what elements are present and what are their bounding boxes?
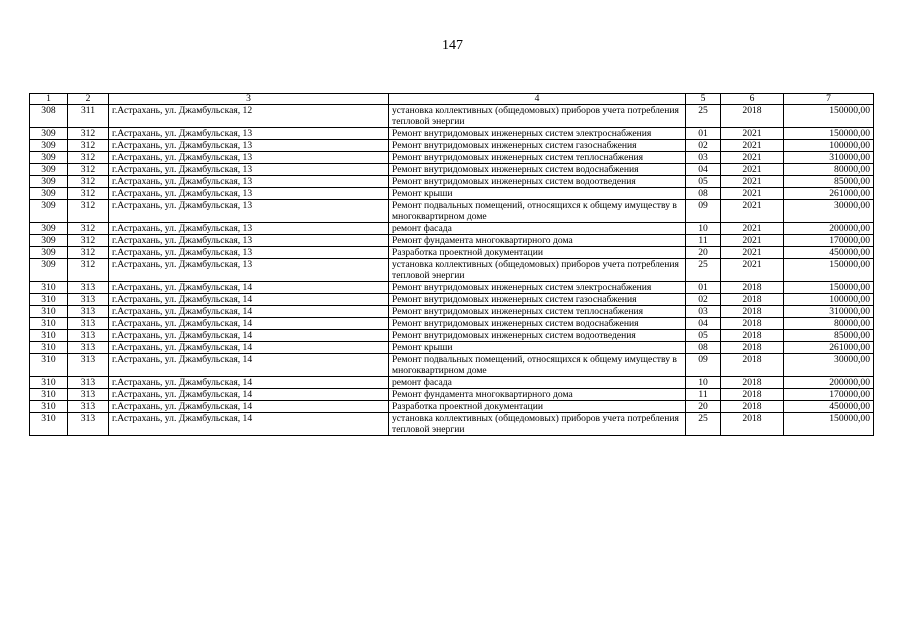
cell-work-type: Разработка проектной документации [389,401,686,413]
cell-cost: 150000,00 [784,259,874,282]
cell-house-number: 311 [68,105,109,128]
cell-address: г.Астрахань, ул. Джамбульская, 13 [109,259,389,282]
cell-address: г.Астрахань, ул. Джамбульская, 12 [109,105,389,128]
cell-year: 2021 [721,200,784,223]
cell-year: 2021 [721,235,784,247]
cell-address: г.Астрахань, ул. Джамбульская, 13 [109,152,389,164]
cell-work-type: Ремонт внутридомовых инженерных систем теплоснабжения [389,306,686,318]
cell-address: г.Астрахань, ул. Джамбульская, 14 [109,306,389,318]
cell-year: 2021 [721,223,784,235]
table-row [30,389,874,401]
cell-cost: 85000,00 [784,176,874,188]
cell-address: г.Астрахань, ул. Джамбульская, 14 [109,354,389,377]
cell-house-number: 312 [68,259,109,282]
cell-cost: 100000,00 [784,140,874,152]
cell-year: 2018 [721,105,784,128]
cell-row-number: 310 [30,294,68,306]
cell-work-type: ремонт фасада [389,223,686,235]
page-number: 147 [442,38,463,53]
cell-cost: 30000,00 [784,354,874,377]
column-header: 5 [686,94,721,105]
cell-year: 2018 [721,413,784,436]
table-row [30,128,874,140]
cell-house-number: 313 [68,282,109,294]
cell-work-type: Ремонт внутридомовых инженерных систем газоснабжения [389,294,686,306]
cell-house-number: 312 [68,235,109,247]
cell-address: г.Астрахань, ул. Джамбульская, 14 [109,389,389,401]
cell-cost: 170000,00 [784,389,874,401]
cell-work-type: Ремонт подвальных помещений, относящихся к общему имуществу в многоквартирном доме [389,200,686,223]
cell-work-type: установка коллективных (общедомовых) приборов учета потребления тепловой энергии [389,105,686,128]
cell-cost: 200000,00 [784,223,874,235]
table-row [30,188,874,200]
cell-work-code: 09 [686,200,721,223]
cell-cost: 200000,00 [784,377,874,389]
table-row [30,152,874,164]
cell-address: г.Астрахань, ул. Джамбульская, 14 [109,318,389,330]
cell-row-number: 310 [30,318,68,330]
cell-address: г.Астрахань, ул. Джамбульская, 14 [109,377,389,389]
cell-row-number: 310 [30,342,68,354]
cell-work-code: 08 [686,342,721,354]
cell-house-number: 313 [68,354,109,377]
cell-work-type: Ремонт фундамента многоквартирного дома [389,389,686,401]
cell-cost: 150000,00 [784,105,874,128]
cell-house-number: 312 [68,247,109,259]
header-row [30,94,874,105]
cell-cost: 310000,00 [784,306,874,318]
cell-work-code: 09 [686,354,721,377]
cell-year: 2018 [721,389,784,401]
cell-year: 2018 [721,318,784,330]
cell-row-number: 309 [30,188,68,200]
cell-row-number: 310 [30,330,68,342]
cell-row-number: 310 [30,354,68,377]
cell-work-code: 25 [686,413,721,436]
cell-row-number: 309 [30,200,68,223]
cell-cost: 150000,00 [784,128,874,140]
cell-house-number: 312 [68,200,109,223]
cell-work-type: Ремонт внутридомовых инженерных систем водоснабжения [389,164,686,176]
table-row [30,294,874,306]
cell-work-code: 08 [686,188,721,200]
cell-house-number: 313 [68,294,109,306]
cell-house-number: 313 [68,389,109,401]
cell-work-code: 11 [686,389,721,401]
cell-house-number: 312 [68,128,109,140]
cell-cost: 450000,00 [784,247,874,259]
column-header: 4 [389,94,686,105]
cell-house-number: 312 [68,140,109,152]
cell-cost: 80000,00 [784,164,874,176]
cell-row-number: 310 [30,306,68,318]
cell-house-number: 313 [68,413,109,436]
cell-work-type: установка коллективных (общедомовых) приборов учета потребления тепловой энергии [389,259,686,282]
cell-work-type: Ремонт фундамента многоквартирного дома [389,235,686,247]
cell-year: 2018 [721,401,784,413]
cell-work-type: Ремонт подвальных помещений, относящихся к общему имуществу в многоквартирном доме [389,354,686,377]
cell-row-number: 309 [30,247,68,259]
cell-cost: 310000,00 [784,152,874,164]
cell-work-code: 05 [686,330,721,342]
table-row [30,401,874,413]
cell-year: 2021 [721,152,784,164]
cell-house-number: 312 [68,223,109,235]
column-header: 2 [68,94,109,105]
cell-row-number: 309 [30,128,68,140]
cell-work-code: 11 [686,235,721,247]
cell-year: 2021 [721,140,784,152]
cell-house-number: 313 [68,318,109,330]
cell-row-number: 309 [30,152,68,164]
cell-address: г.Астрахань, ул. Джамбульская, 14 [109,413,389,436]
cell-address: г.Астрахань, ул. Джамбульская, 13 [109,188,389,200]
cell-year: 2021 [721,259,784,282]
cell-address: г.Астрахань, ул. Джамбульская, 14 [109,330,389,342]
cell-cost: 150000,00 [784,413,874,436]
table-row [30,105,874,128]
cell-address: г.Астрахань, ул. Джамбульская, 14 [109,282,389,294]
cell-work-type: ремонт фасада [389,377,686,389]
table-row [30,164,874,176]
cell-work-code: 10 [686,223,721,235]
cell-work-code: 02 [686,294,721,306]
repair-schedule-table [29,93,874,436]
cell-house-number: 313 [68,342,109,354]
cell-row-number: 309 [30,259,68,282]
cell-address: г.Астрахань, ул. Джамбульская, 13 [109,176,389,188]
cell-address: г.Астрахань, ул. Джамбульская, 13 [109,128,389,140]
table-row [30,200,874,223]
cell-address: г.Астрахань, ул. Джамбульская, 14 [109,342,389,354]
cell-address: г.Астрахань, ул. Джамбульская, 13 [109,235,389,247]
cell-work-code: 05 [686,176,721,188]
cell-year: 2021 [721,176,784,188]
cell-work-type: установка коллективных (общедомовых) приборов учета потребления тепловой энергии [389,413,686,436]
cell-year: 2018 [721,354,784,377]
cell-row-number: 309 [30,223,68,235]
cell-house-number: 313 [68,377,109,389]
cell-work-type: Разработка проектной документации [389,247,686,259]
cell-work-code: 25 [686,105,721,128]
cell-work-code: 04 [686,164,721,176]
cell-house-number: 313 [68,401,109,413]
cell-row-number: 310 [30,401,68,413]
cell-work-code: 01 [686,128,721,140]
cell-house-number: 313 [68,330,109,342]
cell-cost: 150000,00 [784,282,874,294]
cell-year: 2018 [721,377,784,389]
cell-row-number: 310 [30,282,68,294]
table-row [30,140,874,152]
table-row [30,377,874,389]
cell-row-number: 308 [30,105,68,128]
cell-year: 2018 [721,282,784,294]
table-row [30,259,874,282]
cell-work-code: 20 [686,401,721,413]
cell-work-type: Ремонт внутридомовых инженерных систем электроснабжения [389,128,686,140]
table-row [30,282,874,294]
cell-year: 2021 [721,164,784,176]
cell-cost: 261000,00 [784,342,874,354]
table-row [30,306,874,318]
cell-work-code: 04 [686,318,721,330]
cell-address: г.Астрахань, ул. Джамбульская, 13 [109,223,389,235]
cell-address: г.Астрахань, ул. Джамбульская, 13 [109,247,389,259]
cell-row-number: 310 [30,377,68,389]
table-row [30,330,874,342]
cell-work-type: Ремонт внутридомовых инженерных систем водоотведения [389,330,686,342]
cell-year: 2018 [721,342,784,354]
cell-cost: 170000,00 [784,235,874,247]
cell-address: г.Астрахань, ул. Джамбульская, 13 [109,164,389,176]
cell-house-number: 312 [68,164,109,176]
cell-address: г.Астрахань, ул. Джамбульская, 13 [109,140,389,152]
cell-work-code: 03 [686,152,721,164]
cell-house-number: 312 [68,188,109,200]
cell-year: 2021 [721,128,784,140]
cell-house-number: 313 [68,306,109,318]
cell-work-type: Ремонт внутридомовых инженерных систем водоотведения [389,176,686,188]
table-row [30,318,874,330]
table-row [30,247,874,259]
cell-house-number: 312 [68,176,109,188]
cell-house-number: 312 [68,152,109,164]
cell-cost: 85000,00 [784,330,874,342]
table-row [30,223,874,235]
cell-work-type: Ремонт крыши [389,342,686,354]
cell-work-code: 10 [686,377,721,389]
cell-cost: 261000,00 [784,188,874,200]
cell-work-code: 03 [686,306,721,318]
cell-year: 2018 [721,294,784,306]
cell-work-code: 20 [686,247,721,259]
cell-row-number: 309 [30,235,68,247]
column-header: 3 [109,94,389,105]
cell-work-type: Ремонт крыши [389,188,686,200]
table-row [30,354,874,377]
table-row [30,342,874,354]
cell-row-number: 309 [30,140,68,152]
column-header: 7 [784,94,874,105]
cell-row-number: 310 [30,389,68,401]
cell-cost: 100000,00 [784,294,874,306]
cell-address: г.Астрахань, ул. Джамбульская, 14 [109,401,389,413]
cell-row-number: 309 [30,164,68,176]
cell-row-number: 310 [30,413,68,436]
table-body [30,105,874,436]
cell-work-type: Ремонт внутридомовых инженерных систем газоснабжения [389,140,686,152]
cell-year: 2018 [721,330,784,342]
cell-work-code: 25 [686,259,721,282]
column-header: 6 [721,94,784,105]
cell-year: 2021 [721,188,784,200]
cell-work-type: Ремонт внутридомовых инженерных систем электроснабжения [389,282,686,294]
cell-address: г.Астрахань, ул. Джамбульская, 13 [109,200,389,223]
column-header: 1 [30,94,68,105]
cell-work-type: Ремонт внутридомовых инженерных систем теплоснабжения [389,152,686,164]
cell-work-code: 02 [686,140,721,152]
cell-work-code: 01 [686,282,721,294]
table-row [30,413,874,436]
cell-year: 2021 [721,247,784,259]
table-row [30,235,874,247]
table-row [30,176,874,188]
cell-cost: 450000,00 [784,401,874,413]
cell-cost: 30000,00 [784,200,874,223]
cell-work-type: Ремонт внутридомовых инженерных систем водоснабжения [389,318,686,330]
cell-row-number: 309 [30,176,68,188]
cell-cost: 80000,00 [784,318,874,330]
cell-year: 2018 [721,306,784,318]
cell-address: г.Астрахань, ул. Джамбульская, 14 [109,294,389,306]
